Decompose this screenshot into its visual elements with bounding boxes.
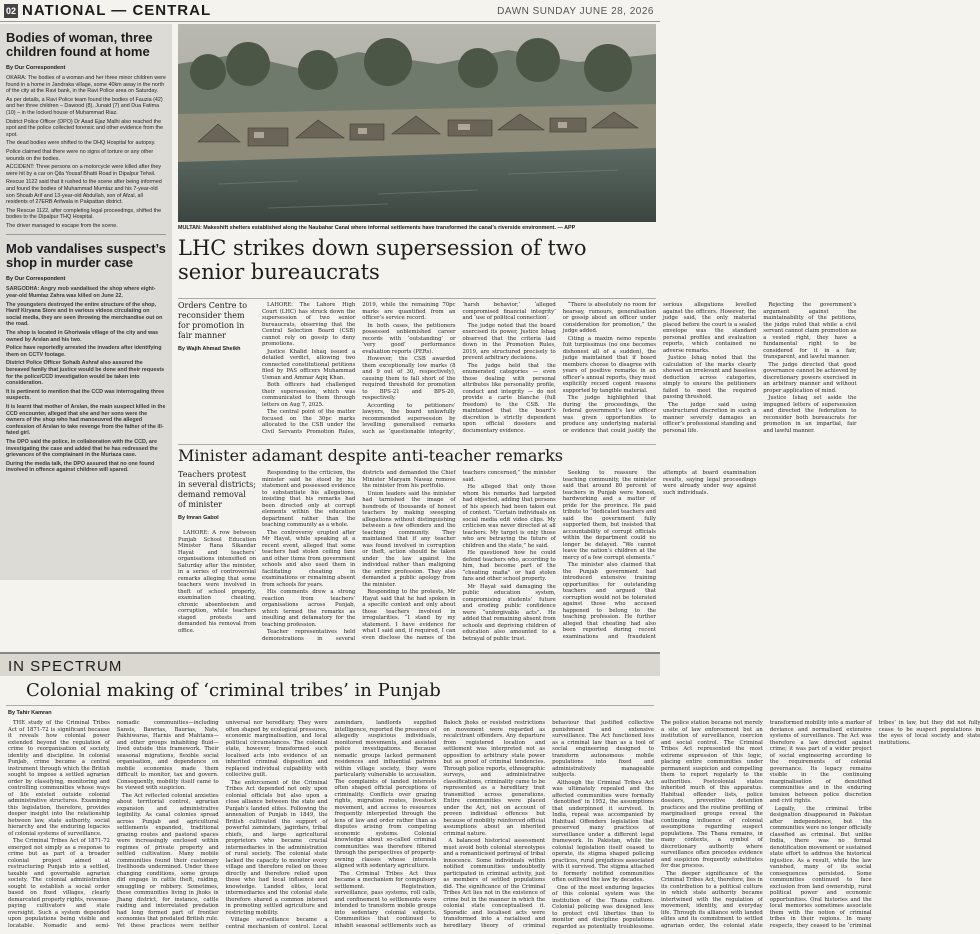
paragraph: The minister also claimed that the Punjab government had introduced extensive training opportunities for outstanding teachers and argued that corruption would not be tolerated against those who accused happened to belong to the teaching profession. He further alleged that cheating had also been reported during recent examinations and fraudulent attempts at board examination results, saying legal proceedings were already under way against such individuals. xyxy=(562,470,757,640)
divider xyxy=(178,298,656,299)
paragraph: The judge said using unstructured discretion in such a manner severely damages an officer’s professional standing and personal life. xyxy=(663,401,757,434)
paragraph: The judge directed that good governance cannot be achieved by discretionary powers exercised in an arbitrary manner and without proper application of mind. xyxy=(763,361,857,394)
paragraph: Responding to the protests, Mr Hayat said that he had spoken in a specific context and only about those teachers involved in irregularities. “I stand by my statement. I have evidence for what I said and, if required, I can even disclose the names of the teachers concerned,” the minister said. xyxy=(362,470,556,641)
brand-name: DAWN xyxy=(497,6,530,17)
paragraph: The judge held that the enumerated categories — even those dealing with personal attributes like personality profile, conduct and integrity — do not provide a carte blanche (full freedom) to the CSB. He maintained that the board’s discretion is strictly dependent upon official dossiers and documentary evidence. xyxy=(462,362,556,434)
paragraph: During the media talk, the DPO assured that no one found involved in offence against children will spared. xyxy=(6,460,155,474)
paragraph: Responding to the criticism, the minister said he stood by his statement and possessed evidence to substantiate his allegations, insisting that his remarks had been directed only at corrupt elements within the education department rather than the teaching community as a whole. xyxy=(262,470,356,528)
paragraph: Police have reportedly arrested the invaders after identifying them on CCTV footage. xyxy=(6,345,162,358)
paragraph: The enforcement of the Criminal Tribes Act depended not only upon colonial officials but also upon a close alliance between the state and Punjab’s landed elites. Following the annexation of Punjab in 1849, the British cultivated the support of powerful zamindars, jagirdars, tribal chiefs, and large agricultural proprietors who became crucial intermediaries in the administration of rural society. The colonial state lacked the capacity to monitor every village and therefore relied on those directly and therefore relied upon those who had local influence and knowledge. Landed elites, local intermediaries and the colonial state therefore shared a common interest in promoting settled agriculture and restricting mobility. xyxy=(225,779,328,916)
paragraph: Legally, the criminal tribe designation disappeared in Pakistan after independence, but the communities were no longer officially classified as criminal. But unlike India, there was no formal denotification movement or sustained state effort to address the historical injustice. As a result, while the law vanished, many of its social consequences persisted. Some communities continued to face exclusion from land ownership, rural political power and economic opportunities. Oral histories and the local memories sometimes associate them with the notion of criminal tribes in their regions. In many respects, they ceased to be ‘criminal tribes’ in law, but they did not fully cease to be suspect populations in the eyes of local society and state institutions. xyxy=(769,720,980,929)
paragraph: OKARA: The bodies of a woman and her three minor children were found in a home in Jandraka village, some 40km away in the north of the city at the Ravi bank, in the Ravi Police area on Saturday. xyxy=(6,75,166,95)
paragraph: THE study of the Criminal Tribes Act of 1871-72 is significant because it reveals how colonial power extended beyond the regulation of crime to reorganisation of society, identity and discipline. In colonial Punjab, crime became a central instrument through which the British sought to impose a settled agrarian order by classifying, monitoring and controlling communities whose ways of life existed outside colonial administrative structures. Examining this legislation, therefore, provides deeper insight into the relationship between law, state authority, social hierarchy and the enduring legacies of colonial systems of surveillance. xyxy=(8,720,110,837)
paragraph: Police claimed that there were no signs of torture or any other wounds on the bodies. xyxy=(6,148,154,162)
divider xyxy=(6,705,654,706)
dateline xyxy=(497,6,654,17)
paragraph: Although the Criminal Tribes Act was ultimately repealed and the affected communities were formally ‘denotified’ in 1952, the assumptions that underpinned it survived. In India, repeal was accompanied by Habitual Offenders legislation that preserved many practices of surveillance under a different legal framework. In Pakistan, while the colonial legislation itself ceased to operate, its stigma shaped policing practices, rural prejudices associated with it survived. The stigma attached to formerly notified communities often outlived the law by decades. xyxy=(552,779,654,883)
spectrum-headline[interactable]: Colonial making of ‘criminal tribes’ in Punjab xyxy=(26,680,441,701)
story-bodies-found[interactable] xyxy=(6,31,166,229)
paragraph: The judge highlighted that during the proceedings, the federal government’s law officer was given opportunities to produce any underlying material or evidence that could justify the serious allegations levelled against the officers. However, the judge said, the only material placed before the court is a sealed envelope was the standard personal profiles and evaluation reports, which contained no adverse remarks. xyxy=(562,302,757,434)
paragraph: As per details, a Ravi Police team found the bodies of Fauzia (42) and her three children – Dawood (8), Junaid (7) and Dua Fatima (10) – in the locked house of Muhammad Riaz. xyxy=(6,96,163,116)
spectrum-body xyxy=(8,720,980,930)
paragraph: District Police Officer Sohaib Ashraf also assured the bereaved family that justice would be done and their requests for the police/CCD investigation would be taken into consideration. xyxy=(6,360,165,387)
paragraph: The youngsters destroyed the entire structure of the shop, Hanif Kiryana Store and in various videos circulating on social media, they are seen throwing the merchandise out on the road. xyxy=(6,301,163,328)
second-body-col1 xyxy=(178,530,256,645)
spectrum-byline: By Tahir Kamran xyxy=(8,710,52,716)
news-photo xyxy=(178,24,656,222)
paragraph: Justice Khalid Ishaq issued a detailed verdict, allowing two connected constitutional petitions filed by PAS officers Muhammad Usman and Ammar Aqiq Khan. xyxy=(262,348,356,381)
story-headline[interactable]: Bodies of woman, three children found at home xyxy=(6,30,153,59)
deck-text: Teachers protest in several districts; demand removal of minister xyxy=(178,470,256,509)
story-headline[interactable]: Mob vandalises suspect’s shop in murder case xyxy=(6,241,166,271)
paragraph: Seeking to reassure the teaching community, the minister said that around 80 percent of teachers in Punjab were honest, hardworking and a matter of pride for the province. He paid tribute to “dedicated teachers and said the government fully supported them, but insisted that accountability of corrupt officials within the department could no longer be delayed. “We cannot leave the nation’s children at the mercy of a few corrupt elements.” xyxy=(562,470,656,561)
paragraph: The dead bodies were shifted to the DHQ Hospital for autopsy. xyxy=(6,140,156,147)
spectrum-banner xyxy=(0,652,660,676)
second-byline: By Imran Gabol xyxy=(178,515,219,521)
paragraph: Citing a maxim nemo repente fuit turpissimus (no one becomes dishonest all of a sudden), the judge maintained that if board members choose to disagree with years of positive remarks in an officer’s annual reports, they must explicitly record cogent reasons supported by tangible material. xyxy=(562,335,656,394)
paragraph: The judge noted that the board exercised its power, Justice Ishaq observed that the criteria laid down in the Promotion Rules, 2019, are structured precisely to prevent arbitrary decisions. xyxy=(462,322,556,361)
paragraph: Rescue 1122 said that it rushed to the scene after being informed and found the bodies of Muhammad Mumtaz and his 7-year-old son Shoaib Arif and 13-year-old Abdullah, son of Afzal, all residents of 27ERB Arifwala in Pakpattan district. xyxy=(6,179,162,206)
lead-deck xyxy=(178,301,256,352)
lead-body xyxy=(262,302,857,440)
paragraph: According to petitioners’ lawyers, the board unlawfully recommended supersession by levelling generalised remarks such as ‘questionable integrity’, ‘harsh behavior,’ ‘alleged compromised financial integrity’ and ‘use of political connection’. xyxy=(362,302,556,435)
story-mob-vandalises[interactable] xyxy=(6,242,166,473)
paragraph: “There is absolutely no room for hearsay, rumours, generalisation or gossip about an officer under consideration for promotion,” the judge added. xyxy=(562,302,656,334)
paragraph: District Police Officer (DPO) Dr Asad Ejaz Malhi also reached the spot and the police collected forensic and other evidence from the spot. xyxy=(6,118,164,138)
paragraph: A balanced historical assessment must avoid both colonial stereotypes and a romanticised portrayal of tribal innocence. Some individuals within notified communities undoubtedly participated in criminal activity, just as members of settled populations did. The significance of the Criminal Tribes Act lies not in the existence of crime but in the manner in which the colonial state conceptualised it. Sporadic and localised acts were transformed into a racialised and hereditary theory of criminal behaviour that justified collective punishment and extensive surveillance. The Act functioned less as a criminal law than as a tool of social engineering designed to transform autonomous mobile populations into fixed and administratively manageable subjects. xyxy=(443,720,654,929)
paragraph: Both officers had challenged their supersession, which was communicated to them through letters on Aug 7, 2025. xyxy=(262,382,356,408)
paragraph: Mr Hayat said damaging the public education system, compromising students’ future and eroding public confidence were “unforgivable acts”. He added that remaining absent from schools and depriving children of education also amounted to a betrayal of public trust. xyxy=(462,583,556,642)
issue-date: SUNDAY JUNE 28, 2026 xyxy=(532,6,654,17)
story-byline: By Our Correspondent xyxy=(6,65,66,71)
second-body xyxy=(262,470,757,646)
paragraph: The Rescue 1122, after completing legal proceedings, shifted the bodies to the Dipalpur THQ Hospital. xyxy=(6,207,162,221)
paragraph: The Criminal Tribes Act thus became a mechanism for compulsory settlement. Registration, surveillance, pass systems, roll calls, and confinement to settlements were intended to transform mobile groups into sedentary colonial subjects. Communities that continued to inhabit seasonal settlements such as Baloch jhoks or resisted restrictions on movement were regarded as recalcitrant offenders. Any departure from registered location and settlement was interpreted not as opposition to arbitrary state power but as proof of criminal tendencies. Through police reports, ethnographic surveys, and administrative classifications, criminality came to be represented as a hereditary trait transmitted across generations. Entire communities were placed under the Act, not on account of proven individual offences but because of mobility reinforced official assumptions about an inherited criminal nature. xyxy=(334,720,546,929)
canal-shelters-photo xyxy=(178,24,656,222)
paragraph: Union leaders said the minister had tarnished the image of hundreds of thousands of honest teachers by making sweeping allegations without distinguishing between a few offenders and the teaching community. They maintained that if any teacher was found involved in corruption or theft, action should be taken under the law against the individual rather than maligning the entire profession. They also demanded a public apology from the minister. xyxy=(362,490,456,588)
paragraph: In both cases, the petitioners possessed unblemished career records with ‘outstanding’ or ‘very good’ performance evaluation reports (PERs). xyxy=(362,322,456,355)
paragraph: The deeper significance of the Criminal Tribes Act, therefore, lies in its contribution to a political culture in which state authority became intertwined with the regulation of movement, identity, and everyday life. Through its alliance with landed elites and its commitment to settled agrarian order, the colonial state transformed mobility into a marker of deviance and normalised extensive systems of surveillance. The Act was therefore a law directed against crime; it was part of a wider project of social engineering according to the requirements of colonial governance. Its legacy remains visible in the continuing marginalisation of denotified communities and in the enduring tension between police discretion and civil rights. xyxy=(660,720,872,929)
paragraph: SARGODHA: Angry mob vandalised the shop where eight-year-old Mumtaz Zahra was killed on June 22. xyxy=(6,286,156,300)
section-title: NATIONAL — CENTRAL xyxy=(22,2,212,19)
paragraph: The controversy erupted after Mr Hayat, while speaking at a recent event, alleged that some teachers had stolen ceiling fans and other items from government schools and also used them in facilitating cheating in examinations or remaining absent from schools for years. xyxy=(262,529,356,588)
second-deck xyxy=(178,470,256,521)
story-byline: By Our Correspondent xyxy=(6,276,66,283)
paragraph: Teacher representatives held demonstrations in several districts and demanded the Chief Minister Maryam Nawaz remove the minister from his portfolio. xyxy=(262,470,456,642)
paragraph: He alleged that only those whom his remarks had targeted had objected, adding that persons of his speech had been taken out of context. “Certain individuals on social media edit video clips. My criticism was never directed at all teachers. My target is only those who are betraying the future of children and the state,” he said. xyxy=(462,484,556,549)
second-headline[interactable]: Minister adamant despite anti-teacher remarks xyxy=(178,444,656,465)
paragraph: The Act reflected colonial anxieties about territorial control, agrarian expansion and administrative legibility. As canal colonies spread across Punjab and agricultural settlements expanded, traditional grazing routes and pastoral spaces were increasingly enclosed within regimes of private property and settled cultivation. Many mobile communities found their customary livelihoods undermined. Under these changing conditions, some groups did engage in cattle theft, raiding, smuggling or robbery. Sometimes, these communities living in jhoks in Jhang district, for instance, cattle raiding and interrelated predation had long formed part of frontier economies that predated British rule. Yet these practices were neither universal nor hereditary. They were often shaped by ecological pressures, economic marginalisation, and local political circumstances. The colonial state, however, transformed such localised acts into evidence of an inherited criminal disposition and replaced individual culpability with collective guilt. xyxy=(116,720,328,929)
paragraph: LAHORE: The Lahore High Court (LHC) has struck down the supersession of two senior bureaucrats, observing that the Central Selection Board (CSB) cannot rely on gossip to deny promotions. xyxy=(262,302,356,347)
paragraph: He questioned how he could defend teachers who, according to him, had become part of the “cheating mafia” or had stolen fans and other school property. xyxy=(462,550,556,582)
deck-text: Orders Centre to reconsider them for promotion in fair manner xyxy=(178,301,248,340)
paragraph: Rejecting the government’s argument against the maintainability of the petitions, the judge ruled that while a civil servant cannot claim promotion as a vested right, they have a fundamental right to be considered for it in a fair, transparent, and lawful manner. xyxy=(763,302,857,360)
paragraph: One of the most enduring legacies of this colonial system was the institution of the Thana culture. Colonial policing was designed less to protect civil liberties than to monitor and discipline populations regarded as potentially troublesome. The police station became not merely a site of law enforcement but an institution of surveillance, coercion and social control. The Criminal Tribes Act represented the most extreme expression of this logic, placing entire communities under permanent suspicion and compelling them to report regularly to the authorities. Postcolonial states inherited much of this apparatus. Habitual offender lists, police dossiers, preventive detention practices and the routine profiling of marginalised groups reveal the continuing influence of colonial assumptions regarding suspect populations. The Thana remains, in many contexts, a symbol of discretionary authority where surveillance often precedes evidence and suspicion frequently substitutes for due process. xyxy=(552,720,763,930)
paragraph: The central point of the matter focused on the 30pc marks allocated to the CSB under the Civil Servants Promotion Rules, 2019, while the remaining 70pc marks are quantified from an officer’s service record. xyxy=(262,302,456,435)
paragraph: Justice Ishaq noted that the calculation of the marks clearly showed an irrelevant and baseless deduction across categories, simply to ensure the petitioners failed to meet the required passing threshold. xyxy=(663,355,757,400)
paragraph: It is pertinent to mention that the CCD was interrogating three suspects. xyxy=(6,388,165,402)
paragraph: However, the CSB awarded them exceptionally low marks (8 and 9 out of 30, respectively), causing them to fall short of the required threshold for promotion to BPS-21 and BPS-20, respectively. xyxy=(362,356,456,401)
paragraph: His comments drew a strong reaction from teachers’ organisations across Punjab, which termed the remarks as insulting and defamatory for the teaching profession. xyxy=(262,589,356,628)
paragraph: Justice Ishaq set aside the impugned letters of supersession and directed the federation to reconsider both bureaucrats for promotion in an impartial, fair and lawful manner. xyxy=(763,395,857,434)
paragraph: Village surveillance became a central mechanism of control. Local zamindars, landlords supplied intelligence, reported the presence of allegedly suspicious individuals, monitored movements, and assisted police investigations. Because nomadic groups lacked permanent residences and influential patrons within village society, they were particularly vulnerable to accusation. The complaints of landed interests often shaped official perceptions of criminality. Conflicts over grazing rights, migration routes, livestock movement, and access to resources frequently interpreted through the lens of law and order rather than as disputes arising from competing economic systems. Colonial knowledge about so-called criminal communities was therefore filtered through the perspectives of property-owning classes whose interests aligned with sedentary agriculture. xyxy=(225,720,437,930)
paragraph: It is learnt that mother of Arslan, the main suspect killed in the CCD encounter, alleged that she and her sons were the owners of the shop who had manoeuvred the alleged confession of Arslan to take revenge from the father of the ill-fated girl. xyxy=(6,403,166,437)
photo-caption: MULTAN: Makeshift shelters established along the Naubahar Canal where informal settlements have transformed the canal’s riverside environment. — APP xyxy=(178,225,576,231)
paragraph: The shop is located in Ghoriwala village of the city and was owned by Arslan and his two. xyxy=(6,330,159,343)
lead-headline[interactable]: LHC strikes down supersession of two senior bureaucrats xyxy=(178,236,587,284)
spectrum-label: IN SPECTRUM xyxy=(8,658,123,675)
page-number: 02 xyxy=(5,6,16,16)
lead-byline: By Wajih Ahmad Sheikh xyxy=(178,346,241,352)
paragraph: The DPO said the police, in collaboration with the CCD, are investigating the case and added that he has redressed the grievances of the complainant in the Murtaza case. xyxy=(6,438,158,459)
sidebar xyxy=(0,24,172,580)
paragraph: The Criminal Tribes Act of 1871-72 emerged not simply as a response to crime but as part of a broader colonial project aimed at restructuring Punjab into a settled, taxable and governable agrarian society. The colonial administration sought to establish a social order based on fixed villages, clearly demarcated property rights, revenue-paying cultivators and state oversight. Such a system depended upon populations being visible and locatable. Nomadic and semi-nomadic communities—including Sansis, Bawrias, Baurias, Nats, Pakhiwaras, Harnis and Mahtams—and other groups inhabiting fluid—lived outside this framework. Their seasonal migrations, flexible social organisation, and dependence on mobile economies made them difficult to monitor, tax and govern. Consequently, mobility itself came to be viewed with suspicion. xyxy=(8,720,219,929)
paragraph: LAHORE: A row between Punjab School Education Minister Rana Sikandar Hayat and teachers’ organisations intensified on Saturday after the minister, in a series of controversial remarks alleging that some teachers were involved in theft of school property, examination cheating, chronic absenteeism and corruption, while teachers staged protests and demanded his removal from office. xyxy=(178,530,256,634)
paragraph: ACCIDENT: Three persons on a motorcycle were killed after they were hit by a car on Qila Yousaf Bhatti Road in Dipalpur Tehsil. xyxy=(6,164,162,177)
masthead xyxy=(0,0,660,22)
paragraph: The driver managed to escape from the scene. xyxy=(6,222,118,229)
